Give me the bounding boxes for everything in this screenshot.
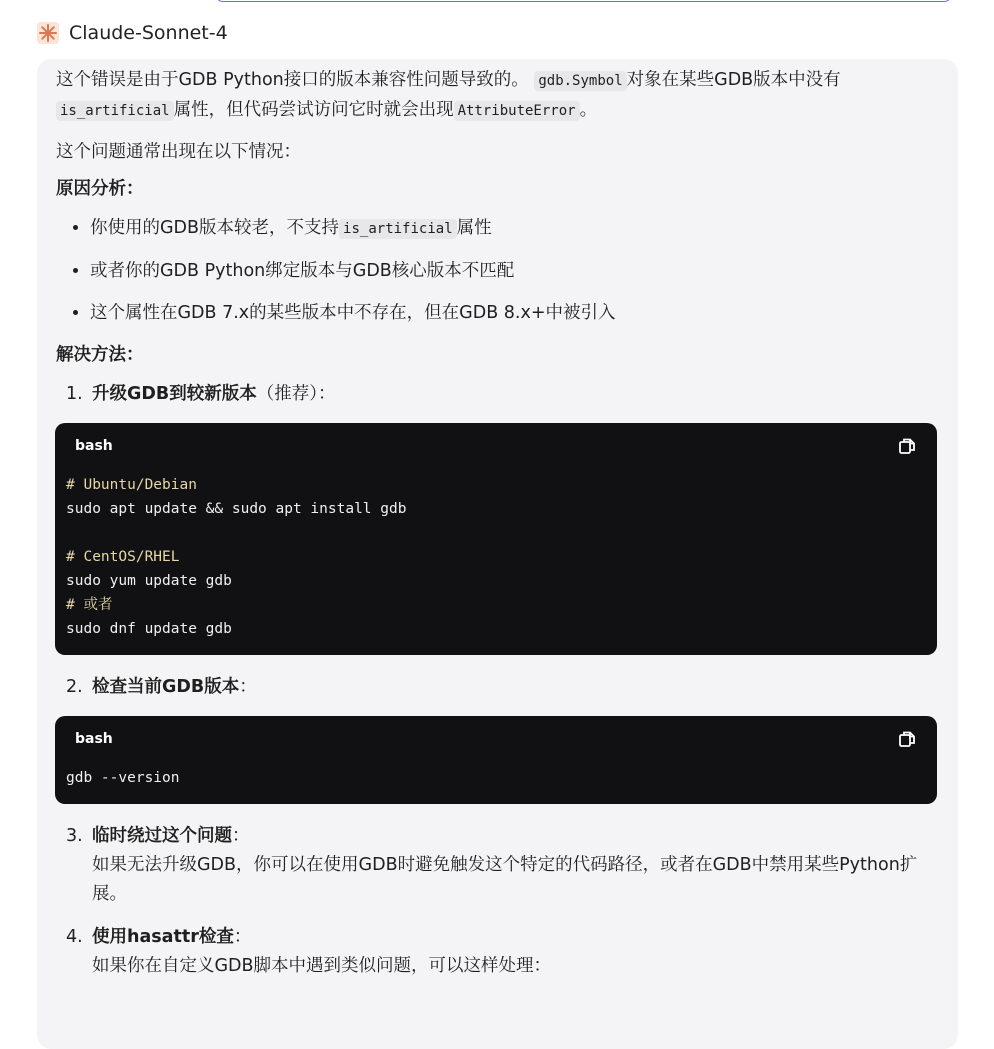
inline-code: is_artificial xyxy=(339,219,457,239)
message-header xyxy=(37,22,228,44)
inline-code: is_artificial xyxy=(56,101,174,121)
claude-sunburst-icon xyxy=(37,22,59,44)
code-block-version xyxy=(55,716,937,804)
solution-heading: 解决方法： xyxy=(56,345,144,365)
code-content: # Ubuntu/Debian sudo apt update && sudo apt install gdb # CentOS/RHEL sudo yum update gdb # 或者 sudo dnf update gdb xyxy=(66,477,407,637)
inline-code: gdb.Symbol xyxy=(534,71,626,91)
list-item: • 这个属性在GDB 7.x的某些版本中不存在，但在GDB 8.x+中被引入 xyxy=(90,299,936,328)
input-box-edge xyxy=(215,0,952,2)
code-content: gdb --version xyxy=(66,770,180,786)
inline-code: AttributeError xyxy=(454,101,580,121)
message-content xyxy=(56,66,936,995)
solution-step-2: 2. 检查当前GDB版本： xyxy=(66,677,257,697)
solution-step-1: 1. 升级GDB到较新版本（推荐）： xyxy=(66,384,336,404)
cause-heading: 原因分析： xyxy=(56,179,144,199)
bot-name: Claude-Sonnet-4 xyxy=(69,22,228,44)
step-description: 如果无法升级GDB，你可以在使用GDB时避免触发这个特定的代码路径，或者在GDB中禁用某些Python扩展。 xyxy=(92,855,918,904)
code-block-install xyxy=(55,423,937,655)
solution-step-4: 4. 使用hasattr检查： 如果你在自定义GDB脚本中遇到类似问题，可以这样处理： xyxy=(56,923,936,981)
context-paragraph: 这个问题通常出现在以下情况： xyxy=(56,142,301,162)
list-item: • 你使用的GDB版本较老，不支持 is_artificial 属性 xyxy=(90,214,936,244)
code-language-label: bash xyxy=(75,730,113,747)
cause-list xyxy=(56,214,936,328)
code-language-label: bash xyxy=(75,437,113,454)
copy-icon[interactable] xyxy=(897,436,917,456)
step-description: 如果你在自定义GDB脚本中遇到类似问题，可以这样处理： xyxy=(92,956,552,976)
list-item: • 或者你的GDB Python绑定版本与GDB核心版本不匹配 xyxy=(90,257,936,286)
copy-icon[interactable] xyxy=(897,729,917,749)
solution-step-3: 3. 临时绕过这个问题： 如果无法升级GDB，你可以在使用GDB时避免触发这个特定的代码路径，或者在GDB中禁用某些Python扩展。 xyxy=(56,822,936,909)
intro-paragraph: 这个错误是由于GDB Python接口的版本兼容性问题导致的。 gdb.Symbol 对象在某些GDB版本中没有 is_artificial 属性，但代码尝试访问它时就会出现 AttributeError 。 xyxy=(56,70,841,120)
